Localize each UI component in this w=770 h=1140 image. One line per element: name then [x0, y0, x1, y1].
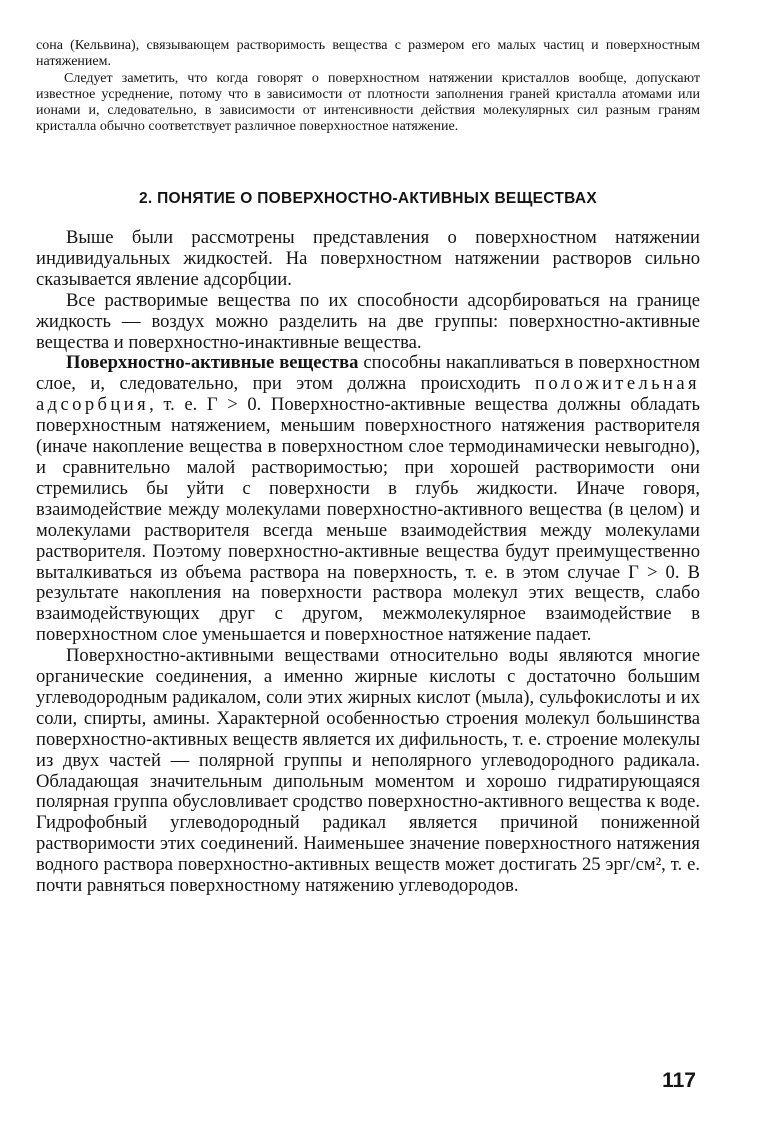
continued-paragraph: сона (Кельвина), связывающем растворимость вещества с размером его малых частиц и поверхностным натяжением.	[36, 38, 700, 70]
top-paragraph-block	[36, 38, 700, 136]
section-heading: 2. ПОНЯТИЕ О ПОВЕРХНОСТНО-АКТИВНЫХ ВЕЩЕСТВАХ	[138, 190, 598, 207]
section-body	[36, 228, 700, 897]
page-number: 117	[662, 1069, 696, 1092]
crystal-surface-tension-note: Следует заметить, что когда говорят о поверхностном натяжении кристаллов вообще, допускают известное усреднение, потому что в зависимости от плотности заполнения граней кристалла атомами или ионами и, следовательно, в зависимости от интенсивности действия молекулярных сил разным граням кристалла обычно соответствует различное поверхностное натяжение.	[36, 70, 700, 135]
paragraph-surfactants	[36, 353, 700, 646]
paragraph-intro: Выше были рассмотрены представления о поверхностном натяжении индивидуальных жидкостей. На поверхностном натяжении растворов сильно сказывается явление адсорбции.	[36, 227, 700, 290]
surfactants-term: Поверхностно-активные вещества	[66, 352, 359, 374]
paragraph-examples: Поверхностно-активными веществами относительно воды являются многие органические соединения, а именно жирные кислоты с достаточно большим углеводородным радикалом, соли этих жирных кислот (мыла), сульфокислоты и их соли, спирты, амины. Характерной особенностью строения молекул большинства поверхностно-активных веществ является их дифильность, т. е. строение молекулы из двух частей — полярной группы и неполярного углеводородного радикала. Обладающая значительным дипольным моментом и хорошо гидратирующаяся полярная группа обусловливает сродство поверхностно-активного вещества к воде. Гидрофобный углеводородный радикал является причиной пониженной растворимости этих соединений. Наименьшее значение поверхностного натяжения водного раствора поверхностно-активных веществ может достигать 25 эрг/см², т. е. почти равняться поверхностному натяжению углеводородов.	[36, 645, 700, 897]
paragraph-surfactants-part-b: , т. е. Г > 0. Поверхностно-активные вещества должны обладать поверхностным натяжением, меньшим поверхностного натяжения растворителя (иначе накопление вещества в поверхностном слое термодинамически невыгодно), и сравнительно малой растворимостью; при хорошей растворимости они стремились бы уйти с поверхности в глубь жидкости. Иначе говоря, взаимодействие между молекулами поверхностно-активного вещества (в целом) и молекулами растворителя всегда меньше взаимодействия между молекулами растворителя. Поэтому поверхностно-активные вещества будут преимущественно выталкиваться из объема раствора на поверхность, т. е. в этом случае Г > 0. В результате накопления на поверхности раствора молекул этих веществ, слабо взаимодействующих друг с другом, межмолекулярное взаимодействие в поверхностном слое уменьшается и поверхностное натяжение падает.	[36, 394, 700, 646]
positive-adsorption-term: положительная адсорбция	[36, 373, 700, 416]
paragraph-surfactants-part-a: способны накапливаться в поверхностном слое, и, следовательно, при этом должна происходить	[36, 352, 700, 395]
paragraph-groups: Все растворимые вещества по их способности адсорбироваться на границе жидкость — воздух можно разделить на две группы: поверхностно-активные вещества и поверхностно-инактивные вещества.	[36, 289, 700, 353]
